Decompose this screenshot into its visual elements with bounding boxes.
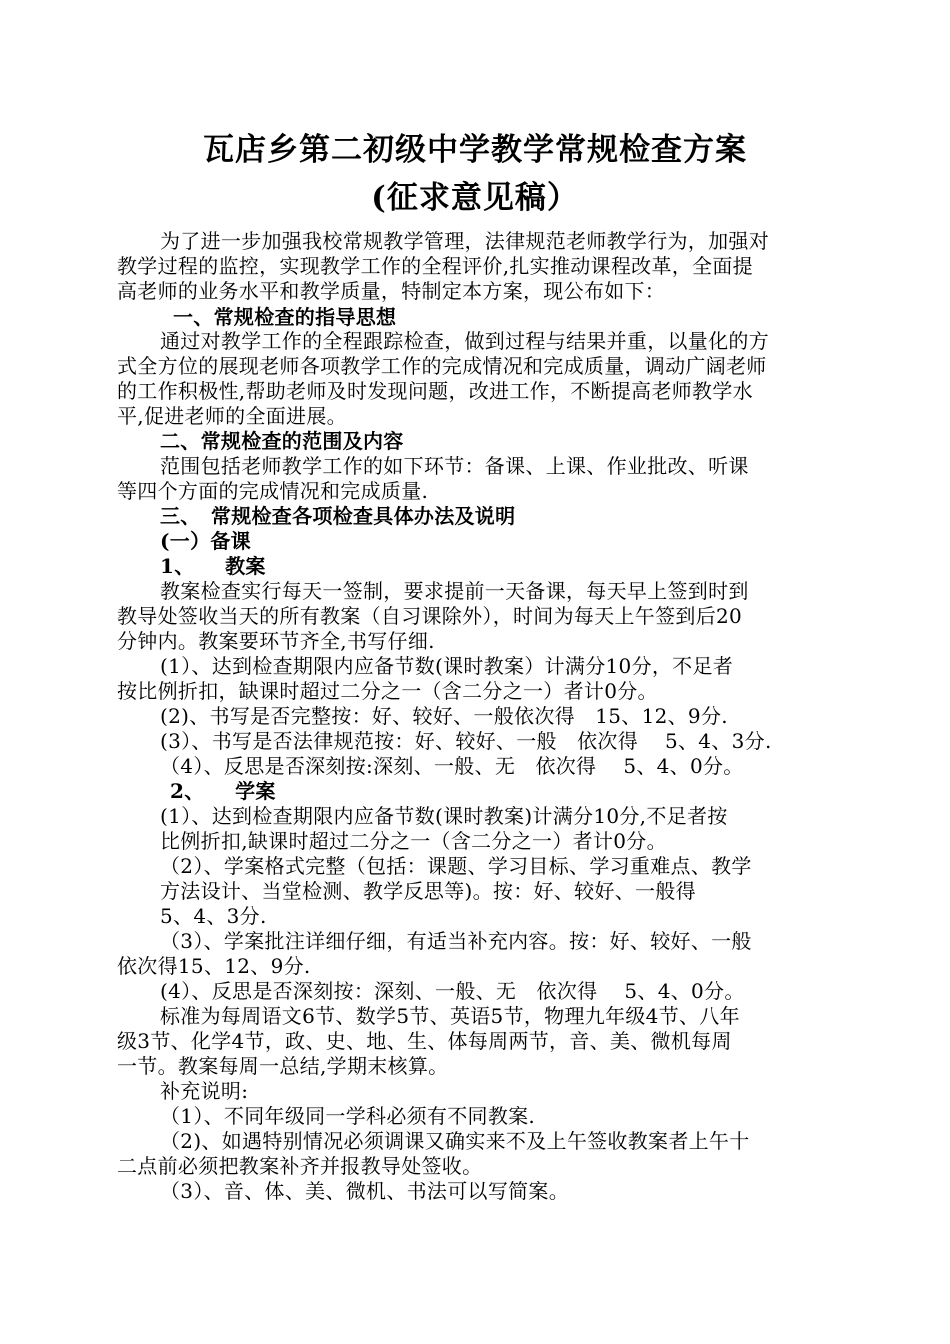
subsection-heading: (一）备课 [160, 529, 251, 553]
subsection-heading: 1、 教案 [160, 554, 266, 578]
paragraph-line: 方法设计、当堂检测、教学反思等)。按：好、较好、一般得 [160, 879, 696, 903]
paragraph-line: 的工作积极性,帮助老师及时发现问题，改进工作，不断提高老师教学水 [117, 379, 753, 403]
paragraph-line: 教案检查实行每天一签制，要求提前一天备课，每天早上签到时到 [160, 579, 749, 603]
section-heading: 二、常规检查的范围及内容 [160, 429, 404, 453]
paragraph-line: (1）、达到检查期限内应备节数(课时教案）计满分10分，不足者 [160, 654, 734, 678]
paragraph-line: 级3节、化学4节，政、史、地、生、体每周两节，音、美、微机每周 [117, 1029, 732, 1053]
paragraph-line: 教学过程的监控，实现教学工作的全程评价,扎实推动课程改革，全面提 [117, 254, 753, 278]
paragraph-line: （2）、学案格式完整（包括：课题、学习目标、学习重难点、教学 [160, 854, 752, 878]
paragraph-line: 等四个方面的完成情况和完成质量. [117, 479, 429, 503]
paragraph-line: 按比例折扣，缺课时超过二分之一（含二分之一）者计0分。 [117, 679, 658, 703]
paragraph-line: （2)、如遇特别情况必须调课又确实来不及上午签收教案者上午十 [160, 1129, 750, 1153]
paragraph-line: 教导处签收当天的所有教案（自习课除外），时间为每天上午签到后20 [117, 604, 743, 628]
paragraph-line: 补充说明: [160, 1079, 249, 1103]
paragraph-line: （4）、反思是否深刻按:深刻、一般、无 依次得 5、4、0分。 [160, 754, 744, 778]
paragraph-line: 标准为每周语文6节、数学5节、英语5节，物理九年级4节、八年 [160, 1004, 740, 1028]
paragraph-line: (1）、达到检查期限内应备节数(课时教案)计满分10分,不足者按 [160, 804, 728, 828]
paragraph-line: 平,促进老师的全面进展。 [117, 404, 347, 428]
paragraph-line: 5、4、3分. [160, 904, 267, 928]
paragraph-line: (2)、书写是否完整按：好、较好、一般依次得 15、12、9分. [160, 704, 728, 728]
paragraph-line: 通过对教学工作的全程跟踪检查，做到过程与结果并重，以量化的方 [160, 329, 769, 353]
document-title: 瓦店乡第二初级中学教学常规检查方案 [203, 132, 747, 168]
paragraph-line: 一节。教案每周一总结,学期末核算。 [117, 1054, 449, 1078]
paragraph-line: 分钟内。教案要环节齐全,书写仔细. [117, 629, 435, 653]
section-heading: 一、常规检查的指导思想 [173, 305, 397, 329]
paragraph-line: 范围包括老师教学工作的如下环节：备课、上课、作业批改、听课 [160, 454, 749, 478]
paragraph-line: （3）、学案批注详细仔细，有适当补充内容。按：好、较好、一般 [160, 929, 752, 953]
paragraph-line: 依次得15、12、9分. [117, 954, 311, 978]
paragraph-line: （1）、不同年级同一学科必须有不同教案. [160, 1104, 536, 1128]
paragraph-line: (3）、书写是否法律规范按：好、较好、一般 依次得 5、4、3分. [160, 729, 772, 753]
paragraph-line: 式全方位的展现老师各项教学工作的完成情况和完成质量，调动广阔老师 [117, 354, 767, 378]
paragraph-line: 比例折扣,缺课时超过二分之一（含二分之一）者计0分。 [160, 829, 667, 853]
subsection-heading: 2、 学案 [170, 779, 276, 803]
paragraph-line: 为了进一步加强我校常规教学管理，法律规范老师教学行为，加强对 [160, 229, 769, 253]
section-heading: 三、 常规检查各项检查具体办法及说明 [160, 504, 516, 528]
paragraph-line: 二点前必须把教案补齐并报教导处签收。 [117, 1154, 483, 1178]
paragraph-line: 高老师的业务水平和教学质量，特制定本方案，现公布如下： [117, 279, 666, 303]
paragraph-line: (4）、反思是否深刻按：深刻、一般、无 依次得 5、4、0分。 [160, 979, 745, 1003]
paragraph-line: （3）、音、体、美、微机、书法可以写简案。 [160, 1179, 570, 1203]
document-subtitle: (征求意见稿） [371, 180, 579, 216]
